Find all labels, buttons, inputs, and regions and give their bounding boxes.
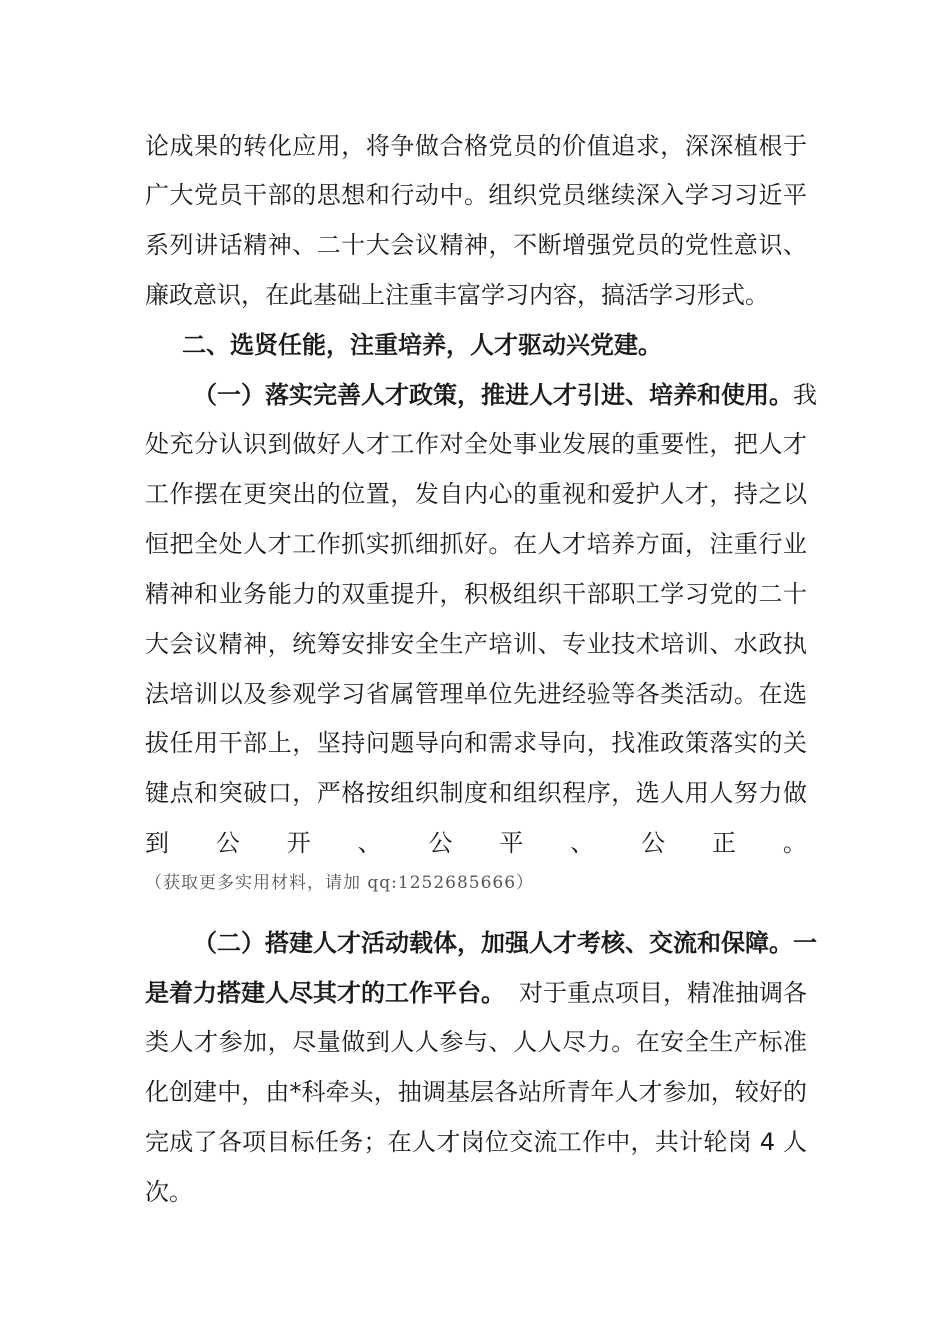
para1-line4: 廉政意识，在此基础上注重丰富学习内容，搞活学习形式。 — [145, 281, 769, 309]
spread-char: 公 — [215, 829, 240, 857]
section2-line3: 类人才参加，尽量做到人人参与、人人尽力。在安全生产标准 — [145, 1028, 807, 1056]
section2-line2-tail: 对于重点项目，精准抽调各 — [519, 979, 807, 1007]
section1-line6: 大会议精神，统筹安排安全生产培训、专业技术培训、水政执 — [145, 630, 807, 658]
promo-note: （获取更多实用材料，请加 qq:1252685666） — [145, 873, 535, 893]
section2-subtitle: 是着力搭建人尽其才的工作平台。 — [145, 979, 505, 1007]
section1-line5: 精神和业务能力的双重提升，积极组织干部职工学习党的二十 — [145, 580, 807, 608]
section1-title: （一）落实完善人才政策，推进人才引进、培养和使用。 — [193, 381, 793, 409]
section1-line1 — [193, 375, 817, 415]
spread-char: 平 — [499, 829, 524, 857]
section1-line2: 处充分认识到做好人才工作对全处事业发展的重要性，把人才 — [145, 430, 807, 458]
spread-char: 、 — [570, 829, 595, 857]
para1-line1: 论成果的转化应用，将争做合格党员的价值追求，深深植根于 — [145, 132, 807, 160]
spread-char: 正 — [712, 829, 736, 857]
section1-line9: 键点和突破口，严格按组织制度和组织程序，选人用人努力做 — [145, 779, 807, 807]
section2-line5: 完成了各项目标任务；在人才岗位交流工作中，共计轮岗 4 人 — [145, 1128, 807, 1156]
section-heading: 二、选贤任能，注重培养，人才驱动兴党建。 — [182, 331, 662, 359]
spread-char: 公 — [428, 829, 453, 857]
spread-char: 到 — [145, 829, 169, 857]
section1-line1-tail: 我 — [793, 381, 817, 409]
para1-line3: 系列讲话精神、二十大会议精神，不断增强党员的党性意识、 — [145, 231, 807, 259]
section1-line4: 恒把全处人才工作抓实抓细抓好。在人才培养方面，注重行业 — [145, 530, 807, 558]
section1-line10 — [145, 823, 807, 863]
section2-line2 — [145, 973, 807, 1013]
section2-line4: 化创建中，由*科牵头，抽调基层各站所青年人才参加，较好的 — [145, 1078, 807, 1106]
section1-line8: 拔任用干部上，坚持问题导向和需求导向，找准政策落实的关 — [145, 729, 807, 757]
section2-title: （二）搭建人才活动载体，加强人才考核、交流和保障。一 — [193, 929, 817, 957]
para1-line2: 广大党员干部的思想和行动中。组织党员继续深入学习习近平 — [145, 181, 807, 209]
section1-line7: 法培训以及参观学习省属管理单位先进经验等各类活动。在选 — [145, 680, 807, 708]
spread-char: 公 — [641, 829, 666, 857]
spread-char: 。 — [782, 829, 807, 857]
spread-char: 、 — [357, 829, 382, 857]
section2-line6: 次。 — [145, 1178, 193, 1206]
section1-line3: 工作摆在更突出的位置，发自内心的重视和爱护人才，持之以 — [145, 480, 807, 508]
spread-char: 开 — [286, 829, 311, 857]
